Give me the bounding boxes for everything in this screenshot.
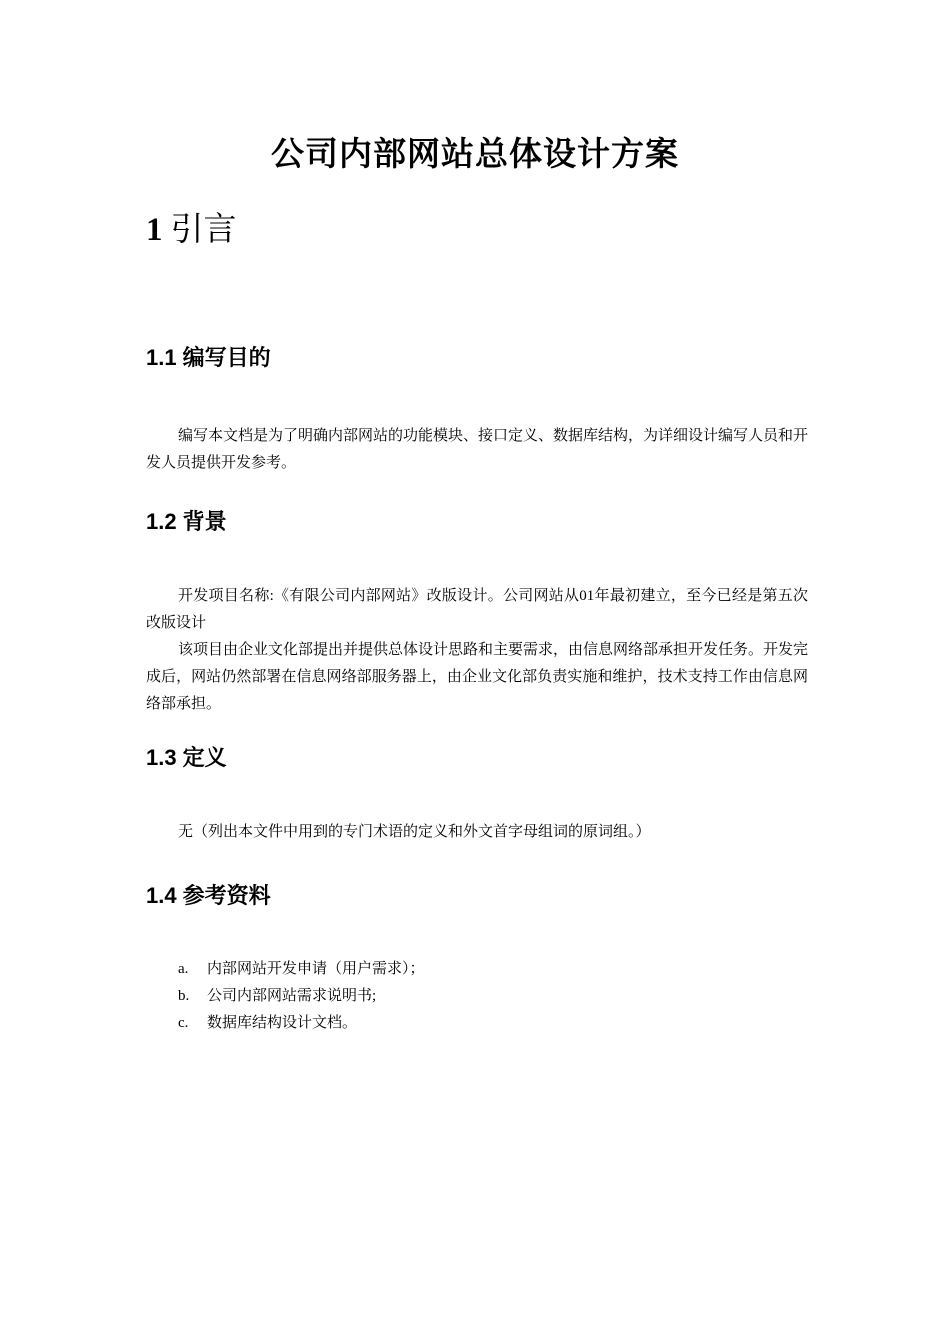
paragraph: 无（列出本文件中用到的专门术语的定义和外文首字母组词的原词组。）	[178, 824, 651, 840]
list-marker: b.	[178, 988, 190, 1004]
chapter-heading	[146, 203, 237, 250]
list-item-text: 数据库结构设计文档。	[207, 1015, 358, 1031]
section-heading-1-4	[146, 879, 271, 910]
chapter-title: 引言	[170, 212, 237, 248]
list-item-text: 公司内部网站需求说明书;	[207, 988, 377, 1004]
section-number: 1.1	[146, 345, 177, 370]
section-number: 1.2	[146, 509, 177, 534]
list-item	[178, 1010, 425, 1037]
document-title: 公司内部网站总体设计方案	[271, 137, 679, 173]
list-item	[178, 956, 425, 983]
section-number: 1.4	[146, 883, 177, 908]
list-marker: a.	[178, 961, 189, 977]
section-title: 背景	[182, 509, 227, 534]
section-heading-1-3	[146, 741, 227, 772]
list-item	[178, 983, 425, 1010]
section-title: 参考资料	[182, 883, 271, 908]
section-number: 1.3	[146, 745, 177, 770]
list-marker: c.	[178, 1015, 189, 1031]
section-title: 编写目的	[182, 345, 271, 370]
section-title: 定义	[182, 745, 227, 770]
section-body-1-1	[146, 423, 808, 477]
section-heading-1-1	[146, 341, 271, 372]
reference-list	[178, 956, 425, 1037]
section-body-1-3	[146, 819, 808, 846]
list-item-text: 内部网站开发申请（用户需求）；	[207, 961, 425, 977]
paragraph: 编写本文档是为了明确内部网站的功能模块、接口定义、数据库结构，为详细设计编写人员和开发人员提供开发参考。	[146, 428, 809, 471]
section-body-1-2	[146, 583, 808, 718]
section-heading-1-2	[146, 505, 227, 536]
paragraph: 该项目由企业文化部提出并提供总体设计思路和主要需求，由信息网络部承担开发任务。开发完成后，网站仍然部署在信息网络部服务器上，由企业文化部负责实施和维护，技术支持工作由信息网络部承担。	[146, 642, 809, 712]
chapter-number: 1	[146, 212, 163, 248]
paragraph: 开发项目名称:《有限公司内部网站》改版设计。公司网站从01年最初建立，至今已经是第五次改版设计	[146, 588, 808, 631]
